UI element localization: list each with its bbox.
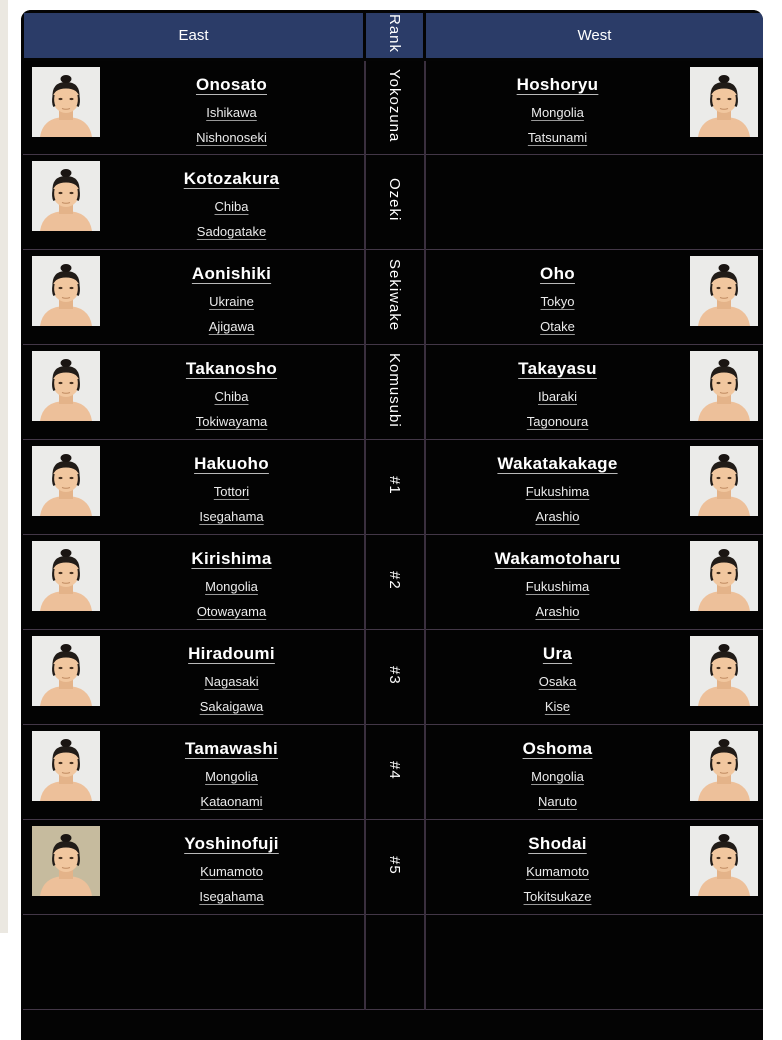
wrestler-photo — [32, 351, 100, 421]
wrestler-stable-link[interactable]: Tokiwayama — [195, 414, 268, 430]
banzuke-card — [21, 10, 763, 1040]
rank-cell — [365, 630, 425, 725]
wrestler-name-link[interactable]: Shodai — [528, 834, 587, 854]
wrestler-cell-west — [425, 915, 764, 1010]
wrestler-info — [426, 61, 690, 145]
wrestler-info — [426, 630, 690, 714]
wrestler-name-link[interactable]: Kotozakura — [183, 169, 280, 189]
wrestler-photo — [690, 446, 758, 516]
banzuke-row — [23, 630, 764, 725]
wrestler-info — [100, 61, 364, 145]
wrestler-photo — [32, 67, 100, 137]
rank-label: #3 — [386, 665, 403, 685]
wrestler-name-link[interactable]: Yoshinofuji — [184, 834, 279, 854]
wrestler-cell-west — [425, 155, 764, 250]
rank-cell — [365, 820, 425, 915]
wrestler-photo — [690, 256, 758, 326]
column-header-west — [425, 12, 764, 60]
wrestler-cell-content — [426, 61, 764, 154]
column-header-rank — [365, 12, 425, 60]
rank-cell — [365, 250, 425, 345]
wrestler-cell-west — [425, 725, 764, 820]
wrestler-photo-placeholder — [690, 256, 758, 326]
wrestler-origin-link[interactable]: Nagasaki — [204, 674, 259, 690]
wrestler-cell-east — [23, 250, 365, 345]
wrestler-info — [426, 440, 690, 524]
wrestler-cell-content — [426, 345, 764, 439]
wrestler-name-link[interactable]: Takayasu — [518, 359, 597, 379]
wrestler-stable-link[interactable]: Tokitsukaze — [523, 889, 592, 905]
rank-cell — [365, 440, 425, 535]
page-edge-strip — [0, 0, 8, 933]
wrestler-cell-east — [23, 915, 365, 1010]
wrestler-stable-link[interactable]: Tatsunami — [527, 130, 588, 146]
wrestler-stable-link[interactable]: Isegahama — [199, 889, 264, 905]
wrestler-info — [100, 155, 364, 239]
wrestler-name-link[interactable]: Hoshoryu — [516, 75, 599, 95]
wrestler-photo — [32, 826, 100, 896]
wrestler-stable-link[interactable]: Arashio — [535, 604, 580, 620]
wrestler-info — [100, 345, 364, 429]
wrestler-cell-content — [426, 440, 764, 534]
wrestler-origin-link[interactable]: Tokyo — [540, 294, 575, 310]
wrestler-photo-placeholder — [32, 636, 100, 706]
rank-label: Ozeki — [386, 178, 403, 222]
wrestler-origin-link[interactable]: Mongolia — [205, 769, 258, 785]
wrestler-cell-west — [425, 535, 764, 630]
wrestler-name-link[interactable]: Wakamotoharu — [494, 549, 621, 569]
wrestler-origin-link[interactable]: Chiba — [214, 389, 249, 405]
banzuke-row — [23, 535, 764, 630]
wrestler-photo — [32, 446, 100, 516]
wrestler-cell-content — [426, 250, 764, 344]
wrestler-cell-content — [23, 250, 364, 344]
wrestler-photo — [32, 256, 100, 326]
wrestler-info — [426, 345, 690, 429]
wrestler-cell-east — [23, 440, 365, 535]
wrestler-info — [100, 535, 364, 619]
header-row — [23, 12, 764, 60]
wrestler-photo — [690, 67, 758, 137]
wrestler-cell-content — [23, 630, 364, 724]
banzuke-row — [23, 60, 764, 155]
wrestler-origin-link[interactable]: Ukraine — [209, 294, 254, 310]
wrestler-stable-link[interactable]: Nishonoseki — [196, 130, 267, 146]
wrestler-cell-west — [425, 630, 764, 725]
column-header-rank-label: Rank — [386, 14, 403, 54]
banzuke-row — [23, 440, 764, 535]
wrestler-name-link[interactable]: Oho — [540, 264, 575, 284]
rank-label: #2 — [386, 570, 403, 590]
wrestler-cell-east — [23, 630, 365, 725]
banzuke-row — [23, 345, 764, 440]
wrestler-photo-placeholder — [32, 731, 100, 801]
wrestler-photo — [690, 541, 758, 611]
rank-cell — [365, 345, 425, 440]
wrestler-photo — [690, 731, 758, 801]
wrestler-origin-link[interactable]: Tottori — [213, 484, 250, 500]
wrestler-name-link[interactable]: Wakatakakage — [497, 454, 618, 474]
wrestler-cell-west — [425, 820, 764, 915]
column-header-west-label: West — [577, 27, 612, 45]
wrestler-cell-west — [425, 60, 764, 155]
wrestler-cell-content — [23, 535, 364, 629]
wrestler-stable-link[interactable]: Ajigawa — [208, 319, 255, 335]
wrestler-origin-link[interactable]: Mongolia — [205, 579, 258, 595]
wrestler-photo — [32, 731, 100, 801]
wrestler-cell-east — [23, 820, 365, 915]
rank-cell — [365, 60, 425, 155]
wrestler-origin-link[interactable]: Ishikawa — [206, 105, 257, 121]
wrestler-info — [426, 535, 690, 619]
wrestler-info — [100, 820, 364, 904]
wrestler-name-link[interactable]: Takanosho — [185, 359, 278, 379]
wrestler-photo-placeholder — [690, 351, 758, 421]
banzuke-row — [23, 250, 764, 345]
rank-label: #1 — [386, 475, 403, 495]
wrestler-stable-link[interactable]: Otowayama — [196, 604, 267, 620]
wrestler-photo — [32, 541, 100, 611]
wrestler-cell-east — [23, 535, 365, 630]
wrestler-info — [426, 250, 690, 334]
wrestler-photo — [690, 826, 758, 896]
column-header-east — [23, 12, 365, 60]
wrestler-origin-link[interactable]: Kumamoto — [526, 864, 589, 880]
wrestler-stable-link[interactable]: Arashio — [535, 509, 580, 525]
wrestler-photo-placeholder — [690, 446, 758, 516]
wrestler-photo-placeholder — [690, 67, 758, 137]
wrestler-info — [100, 725, 364, 809]
wrestler-photo-placeholder — [32, 541, 100, 611]
banzuke-rows — [23, 60, 764, 1010]
wrestler-origin-link[interactable]: Fukushima — [525, 579, 590, 595]
wrestler-stable-link[interactable]: Tagonoura — [526, 414, 589, 430]
wrestler-origin-link[interactable]: Ibaraki — [537, 389, 578, 405]
rank-label: #5 — [386, 855, 403, 875]
wrestler-photo-placeholder — [32, 826, 100, 896]
rank-cell — [365, 535, 425, 630]
wrestler-origin-link[interactable]: Fukushima — [525, 484, 590, 500]
wrestler-stable-link[interactable]: Kataonami — [200, 794, 263, 810]
wrestler-photo-placeholder — [32, 67, 100, 137]
wrestler-photo-placeholder — [690, 636, 758, 706]
wrestler-cell-east — [23, 725, 365, 820]
wrestler-stable-link[interactable]: Kise — [544, 699, 571, 715]
wrestler-cell-west — [425, 250, 764, 345]
wrestler-name-link[interactable]: Tamawashi — [184, 739, 279, 759]
wrestler-photo-placeholder — [32, 446, 100, 516]
banzuke-row — [23, 725, 764, 820]
rank-label: #4 — [386, 760, 403, 780]
rank-label: Sekiwake — [386, 258, 403, 332]
wrestler-photo — [32, 161, 100, 231]
banzuke-table — [21, 10, 763, 1010]
banzuke-row — [23, 820, 764, 915]
wrestler-origin-link[interactable]: Osaka — [538, 674, 577, 690]
wrestler-photo — [32, 636, 100, 706]
wrestler-cell-content — [426, 535, 764, 629]
wrestler-stable-link[interactable]: Isegahama — [199, 509, 264, 525]
wrestler-photo — [690, 351, 758, 421]
wrestler-cell-east — [23, 155, 365, 250]
wrestler-info — [100, 630, 364, 714]
wrestler-origin-link[interactable]: Kumamoto — [200, 864, 263, 880]
rank-label: Komusubi — [386, 352, 403, 428]
wrestler-stable-link[interactable]: Sadogatake — [196, 224, 267, 240]
wrestler-info — [426, 725, 690, 809]
wrestler-photo-placeholder — [32, 256, 100, 326]
wrestler-cell-east — [23, 345, 365, 440]
wrestler-photo-placeholder — [32, 351, 100, 421]
wrestler-origin-link[interactable]: Chiba — [214, 199, 249, 215]
wrestler-cell-content — [23, 820, 364, 914]
wrestler-cell-content — [23, 440, 364, 534]
wrestler-cell-content — [23, 61, 364, 154]
wrestler-photo-placeholder — [690, 826, 758, 896]
banzuke-row — [23, 915, 764, 1010]
wrestler-name-link[interactable]: Ura — [542, 644, 573, 664]
wrestler-stable-link[interactable]: Otake — [540, 319, 575, 335]
wrestler-photo — [690, 636, 758, 706]
wrestler-cell-east — [23, 60, 365, 155]
wrestler-cell-west — [425, 345, 764, 440]
rank-label: Yokozuna — [386, 68, 403, 143]
rank-cell — [365, 915, 425, 1010]
banzuke-row — [23, 155, 764, 250]
wrestler-info — [100, 250, 364, 334]
wrestler-stable-link[interactable]: Sakaigawa — [199, 699, 264, 715]
wrestler-info — [100, 440, 364, 524]
wrestler-cell-content — [23, 345, 364, 439]
wrestler-name-link[interactable]: Hakuoho — [194, 454, 269, 474]
wrestler-photo-placeholder — [690, 731, 758, 801]
wrestler-origin-link[interactable]: Mongolia — [531, 769, 584, 785]
wrestler-name-link[interactable]: Aonishiki — [191, 264, 272, 284]
wrestler-cell-content — [23, 155, 364, 249]
rank-cell — [365, 725, 425, 820]
wrestler-name-link[interactable]: Hiradoumi — [188, 644, 275, 664]
wrestler-cell-content — [426, 725, 764, 819]
wrestler-photo-placeholder — [32, 161, 100, 231]
wrestler-name-link[interactable]: Oshoma — [522, 739, 593, 759]
wrestler-cell-content — [426, 630, 764, 724]
wrestler-name-link[interactable]: Kirishima — [191, 549, 272, 569]
rank-cell — [365, 155, 425, 250]
wrestler-cell-content — [426, 820, 764, 914]
wrestler-cell-west — [425, 440, 764, 535]
wrestler-cell-content — [23, 725, 364, 819]
wrestler-name-link[interactable]: Onosato — [195, 75, 268, 95]
wrestler-origin-link[interactable]: Mongolia — [531, 105, 584, 121]
wrestler-info — [426, 820, 690, 904]
wrestler-photo-placeholder — [690, 541, 758, 611]
column-header-east-label: East — [178, 27, 209, 45]
wrestler-stable-link[interactable]: Naruto — [537, 794, 578, 810]
